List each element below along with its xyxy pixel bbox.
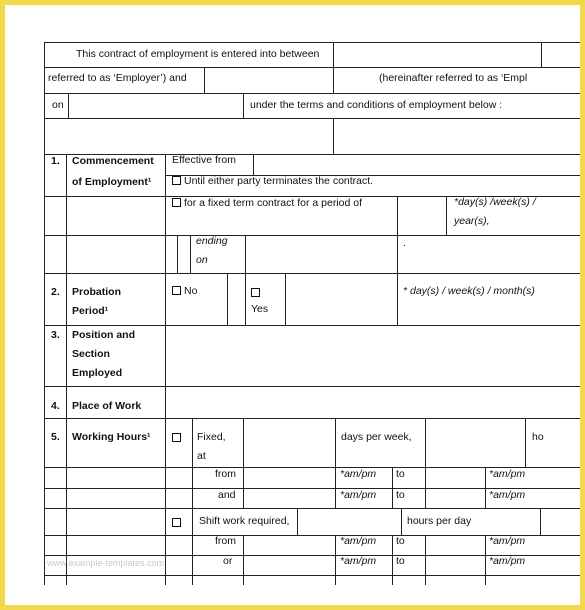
watermark: www.example-templates.com xyxy=(47,558,165,568)
section-1-number: 1. xyxy=(51,155,60,167)
section-5-label: Working Hours¹ xyxy=(72,431,151,443)
intro-hereinafter: (hereinafter referred to as ‘Empl xyxy=(379,72,528,84)
section-5-number: 5. xyxy=(51,431,60,443)
checkbox-icon[interactable] xyxy=(251,288,260,297)
checkbox-icon[interactable] xyxy=(172,176,181,185)
fixed-term-label: for a fixed term contract for a period of xyxy=(184,197,362,209)
ampm-label: *am/pm xyxy=(489,555,526,567)
rule xyxy=(44,42,580,43)
rule xyxy=(485,467,486,508)
rule xyxy=(177,235,178,273)
rule xyxy=(245,235,246,273)
rule xyxy=(392,467,393,508)
to-label: to xyxy=(396,489,405,501)
checkbox-icon[interactable] xyxy=(172,286,181,295)
section-1-label: of Employment¹ xyxy=(72,176,152,188)
section-1-label: Commencement xyxy=(72,155,154,167)
ampm-label: *am/pm xyxy=(340,489,377,501)
probation-no-label: No xyxy=(184,285,198,297)
rule xyxy=(44,386,580,387)
rule xyxy=(285,273,286,325)
contract-form-sheet xyxy=(5,5,580,605)
rule xyxy=(446,196,447,235)
section-2-label: Probation xyxy=(72,286,121,298)
rule xyxy=(44,42,45,585)
from-label: from xyxy=(215,468,236,480)
rule xyxy=(44,575,580,576)
section-2-number: 2. xyxy=(51,286,60,298)
rule xyxy=(227,273,228,325)
rule xyxy=(401,508,402,535)
probation-period-units: * day(s) / week(s) / month(s) xyxy=(403,285,535,297)
rule xyxy=(190,235,191,273)
rule xyxy=(333,67,334,93)
rule xyxy=(165,508,166,585)
rule xyxy=(165,154,166,418)
section-3-label: Employed xyxy=(72,367,123,379)
rule xyxy=(253,154,254,175)
ampm-label: *am/pm xyxy=(489,468,526,480)
to-label: to xyxy=(396,555,405,567)
period-units: year(s), xyxy=(454,215,490,227)
intro-under-terms: under the terms and conditions of employment below : xyxy=(250,99,503,111)
rule xyxy=(397,235,398,273)
rule xyxy=(333,42,334,67)
rule xyxy=(425,535,426,585)
fixed-term-option[interactable] xyxy=(172,197,362,210)
ampm-label: *am/pm xyxy=(340,468,377,480)
until-terminates-label: Until either party terminates the contract. xyxy=(184,175,374,187)
section-4-label: Place of Work xyxy=(72,400,142,412)
rule xyxy=(245,273,246,325)
from-label: from xyxy=(215,535,236,547)
rule xyxy=(44,418,580,419)
rule xyxy=(541,42,542,67)
rule xyxy=(333,118,334,154)
rule xyxy=(44,508,580,509)
and-label: and xyxy=(218,489,236,501)
hours-per-day-label: hours per day xyxy=(407,515,472,527)
rule xyxy=(165,418,166,508)
section-3-label: Section xyxy=(72,348,110,360)
checkbox-icon[interactable] xyxy=(172,433,181,442)
rule xyxy=(68,93,69,118)
to-label: to xyxy=(396,468,405,480)
rule xyxy=(397,196,398,235)
ampm-label: *am/pm xyxy=(340,535,377,547)
rule xyxy=(335,418,336,508)
section-3-number: 3. xyxy=(51,329,60,341)
rule xyxy=(243,418,244,508)
section-4-number: 4. xyxy=(51,400,60,412)
period-units: *day(s) /week(s) / xyxy=(454,196,536,208)
rule xyxy=(392,535,393,585)
rule xyxy=(540,508,541,535)
rule xyxy=(44,273,580,274)
rule xyxy=(44,235,580,236)
rule xyxy=(204,67,205,93)
intro-referred-employer: referred to as ‘Employer’) and xyxy=(48,72,187,84)
rule xyxy=(485,535,486,585)
or-label: or xyxy=(223,555,233,567)
rule xyxy=(397,273,398,325)
checkbox-icon[interactable] xyxy=(172,198,181,207)
ending-label: ending xyxy=(196,235,228,247)
rule xyxy=(192,508,193,585)
rule xyxy=(44,118,580,119)
shift-required-label: Shift work required, xyxy=(199,515,290,527)
section-3-label: Position and xyxy=(72,329,135,341)
probation-no-option[interactable] xyxy=(172,285,197,298)
ampm-label: *am/pm xyxy=(340,555,377,567)
rule xyxy=(44,93,580,94)
checkbox-icon[interactable] xyxy=(172,518,181,527)
effective-from-label: Effective from xyxy=(172,154,236,166)
period-dot: . xyxy=(403,237,406,249)
intro-line-1: This contract of employment is entered into between xyxy=(76,48,320,60)
rule xyxy=(297,508,298,535)
rule xyxy=(243,93,244,118)
intro-on: on xyxy=(52,99,64,111)
rule xyxy=(525,418,526,467)
rule xyxy=(66,154,67,585)
until-terminates-option[interactable] xyxy=(172,175,373,188)
ampm-label: *am/pm xyxy=(489,535,526,547)
rule xyxy=(425,418,426,508)
section-2-label: Period¹ xyxy=(72,305,109,317)
probation-yes-label: Yes xyxy=(251,303,269,315)
ending-on-label: on xyxy=(196,254,208,266)
rule xyxy=(243,535,244,585)
to-label: to xyxy=(396,535,405,547)
rule xyxy=(335,535,336,585)
ampm-label: *am/pm xyxy=(489,489,526,501)
rule xyxy=(44,325,580,326)
fixed-at-label: at xyxy=(197,450,206,462)
days-per-week-label: days per week, xyxy=(341,431,412,443)
rule xyxy=(192,418,193,508)
fixed-hours-label: Fixed, xyxy=(197,431,226,443)
hours-cut-label: ho xyxy=(532,431,544,443)
rule xyxy=(44,67,580,68)
